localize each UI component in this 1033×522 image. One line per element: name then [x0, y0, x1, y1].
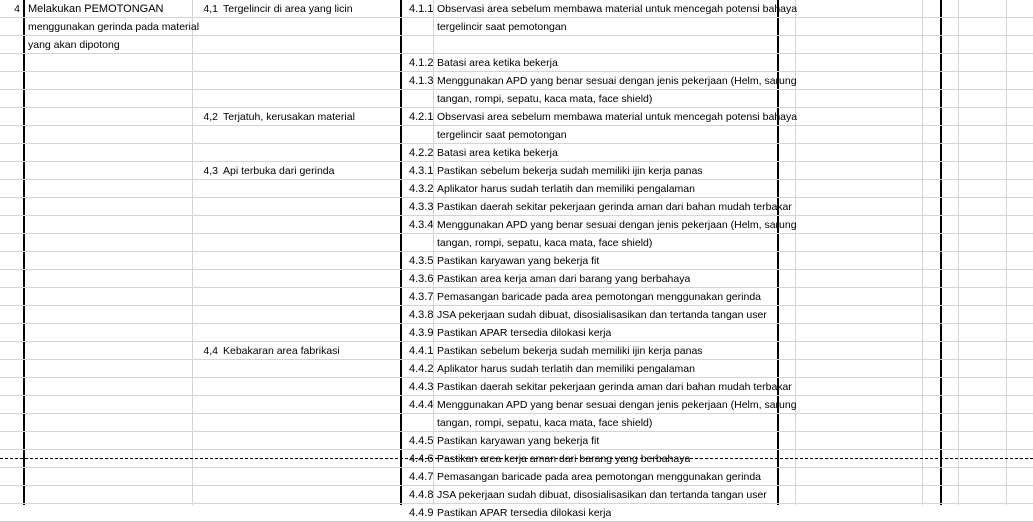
- control-text[interactable]: Observasi area sebelum membawa material untuk mencegah potensi bahaya: [437, 3, 798, 15]
- control-text[interactable]: Pastikan daerah sekitar pekerjaan gerinda aman dari bahan mudah terbakar: [437, 201, 792, 213]
- control-text[interactable]: Pastikan area kerja aman dari barang yang berbahaya: [437, 453, 691, 465]
- control-number[interactable]: 4.3.2: [409, 183, 434, 195]
- control-text[interactable]: Aplikator harus sudah terlatih dan memiliki pengalaman: [437, 183, 695, 195]
- control-text[interactable]: tangan, rompi, sepatu, kaca mata, face shield): [437, 417, 653, 429]
- control-text[interactable]: Menggunakan APD yang benar sesuai dengan jenis pekerjaan (Helm, sarung: [437, 399, 797, 411]
- control-text[interactable]: Batasi area ketika bekerja: [437, 147, 558, 159]
- hazard-number[interactable]: 4,3: [203, 165, 218, 177]
- activity-line[interactable]: Melakukan PEMOTONGAN: [28, 3, 164, 15]
- control-number[interactable]: 4.3.5: [409, 255, 434, 267]
- control-text[interactable]: Pemasangan baricade pada area pemotongan menggunakan gerinda: [437, 471, 761, 483]
- hazard-number[interactable]: 4,1: [203, 3, 218, 15]
- control-number[interactable]: 4.1.3: [409, 75, 434, 87]
- control-text[interactable]: Pastikan sebelum bekerja sudah memiliki ijin kerja panas: [437, 345, 703, 357]
- page-break-line: [0, 458, 1033, 459]
- hazard-number[interactable]: 4,4: [203, 345, 218, 357]
- control-text[interactable]: Pastikan APAR tersedia dilokasi kerja: [437, 327, 612, 339]
- control-number[interactable]: 4.1.2: [409, 57, 434, 69]
- control-text[interactable]: tergelincir saat pemotongan: [437, 21, 567, 33]
- control-number[interactable]: 4.3.7: [409, 291, 434, 303]
- control-number[interactable]: 4.2.1: [409, 111, 434, 123]
- hazard-text[interactable]: Kebakaran area fabrikasi: [223, 345, 340, 357]
- activity-line[interactable]: menggunakan gerinda pada material: [28, 21, 200, 33]
- control-number[interactable]: 4.3.3: [409, 201, 434, 213]
- control-text[interactable]: Aplikator harus sudah terlatih dan memiliki pengalaman: [437, 363, 695, 375]
- hazard-text[interactable]: Tergelincir di area yang licin: [223, 3, 353, 15]
- control-number[interactable]: 4.4.6: [409, 453, 434, 465]
- control-number[interactable]: 4.3.8: [409, 309, 434, 321]
- control-number[interactable]: 4.4.5: [409, 435, 434, 447]
- control-text[interactable]: tangan, rompi, sepatu, kaca mata, face shield): [437, 93, 653, 105]
- control-text[interactable]: Pastikan sebelum bekerja sudah memiliki ijin kerja panas: [437, 165, 703, 177]
- control-text[interactable]: Pastikan daerah sekitar pekerjaan gerinda aman dari bahan mudah terbakar: [437, 381, 792, 393]
- control-text[interactable]: Batasi area ketika bekerja: [437, 57, 558, 69]
- table-row: [0, 36, 1033, 54]
- control-number[interactable]: 4.3.9: [409, 327, 434, 339]
- activity-number[interactable]: 4: [14, 3, 20, 15]
- control-text[interactable]: Pastikan APAR tersedia dilokasi kerja: [437, 507, 612, 519]
- control-text[interactable]: JSA pekerjaan sudah dibuat, disosialisasikan dan tertanda tangan user: [437, 489, 767, 501]
- control-number[interactable]: 4.4.9: [409, 507, 434, 519]
- hazard-text[interactable]: Terjatuh, kerusakan material: [223, 111, 355, 123]
- control-text[interactable]: JSA pekerjaan sudah dibuat, disosialisasikan dan tertanda tangan user: [437, 309, 767, 321]
- control-text[interactable]: Pastikan karyawan yang bekerja fit: [437, 435, 600, 447]
- control-number[interactable]: 4.3.6: [409, 273, 434, 285]
- control-number[interactable]: 4.4.2: [409, 363, 434, 375]
- hazard-number[interactable]: 4,2: [203, 111, 218, 123]
- activity-line[interactable]: yang akan dipotong: [28, 39, 120, 51]
- control-number[interactable]: 4.4.7: [409, 471, 434, 483]
- control-text[interactable]: Menggunakan APD yang benar sesuai dengan jenis pekerjaan (Helm, sarung: [437, 219, 797, 231]
- control-number[interactable]: 4.4.3: [409, 381, 434, 393]
- control-text[interactable]: tergelincir saat pemotongan: [437, 129, 567, 141]
- control-text[interactable]: Menggunakan APD yang benar sesuai dengan jenis pekerjaan (Helm, sarung: [437, 75, 797, 87]
- hazard-text[interactable]: Api terbuka dari gerinda: [223, 165, 335, 177]
- control-number[interactable]: 4.3.1: [409, 165, 434, 177]
- control-number[interactable]: 4.4.1: [409, 345, 434, 357]
- control-number[interactable]: 4.3.4: [409, 219, 434, 231]
- control-text[interactable]: tangan, rompi, sepatu, kaca mata, face shield): [437, 237, 653, 249]
- control-number[interactable]: 4.4.4: [409, 399, 434, 411]
- control-text[interactable]: Observasi area sebelum membawa material untuk mencegah potensi bahaya: [437, 111, 798, 123]
- control-number[interactable]: 4.2.2: [409, 147, 434, 159]
- control-text[interactable]: Pastikan karyawan yang bekerja fit: [437, 255, 600, 267]
- control-number[interactable]: 4.4.8: [409, 489, 434, 501]
- control-number[interactable]: 4.1.1: [409, 3, 434, 15]
- control-text[interactable]: Pastikan area kerja aman dari barang yang berbahaya: [437, 273, 691, 285]
- control-text[interactable]: Pemasangan baricade pada area pemotongan menggunakan gerinda: [437, 291, 761, 303]
